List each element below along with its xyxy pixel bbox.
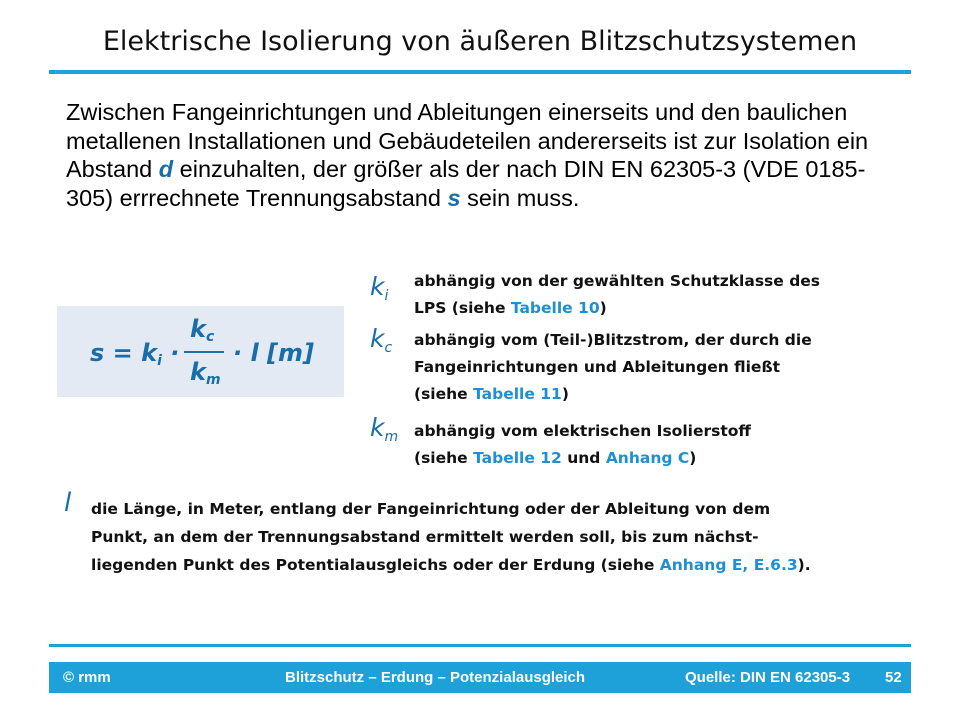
footer-bar	[49, 662, 911, 693]
variable-d: d	[158, 156, 174, 182]
footer-source: Quelle: DIN EN 62305-3	[685, 669, 851, 686]
kc-line-3-post: )	[561, 385, 569, 403]
description-l	[91, 495, 921, 579]
ki-line-2-post: )	[599, 299, 607, 317]
symbol-ki	[370, 272, 388, 304]
formula-lhs-sub: i	[157, 353, 162, 369]
numerator-sub: c	[205, 329, 215, 345]
l-line-3-post: ).	[797, 556, 811, 574]
footer-copyright: © rmm	[63, 669, 111, 686]
symbol-k: k	[370, 324, 385, 353]
footer-divider	[49, 644, 911, 647]
formula-denominator	[190, 358, 221, 388]
l-line-2: Punkt, an dem der Trennungsabstand ermittelt werden soll, bis zum nächst-	[91, 528, 759, 546]
kc-line-2: Fangeinrichtungen und Ableitungen fließt	[414, 358, 781, 376]
intro-text-3: sein muss.	[460, 184, 580, 211]
intro-text-1: Zwischen Fangeinrichtungen und Ableitungen einerseits und den baulichen metallenen Installationen und Gebäudeteilen andererseits ist zur Isolation ein Abstand	[66, 99, 869, 182]
formula-lhs	[90, 339, 179, 369]
ki-line-1: abhängig von der gewählten Schutzklasse des	[414, 272, 821, 290]
ki-line-2	[414, 295, 914, 322]
link-anhang-e[interactable]: Anhang E, E.6.3	[659, 556, 798, 574]
l-line-1: die Länge, in Meter, entlang der Fangeinrichtung oder der Ableitung von dem	[91, 500, 771, 518]
km-line-2-post: )	[689, 449, 697, 467]
numerator-k: k	[190, 315, 206, 343]
symbol-kc	[370, 324, 392, 356]
symbol-l: l	[64, 488, 72, 518]
fraction-line	[184, 351, 224, 353]
symbol-sub: m	[384, 429, 399, 445]
intro-text-2: einzuhalten, der größer als der nach DIN EN 62305-3 (VDE 0185-305) errrechnete Trennungsabstand	[66, 156, 866, 211]
formula-numerator	[190, 315, 214, 345]
description-kc	[414, 327, 914, 408]
link-anhang-c[interactable]: Anhang C	[605, 449, 690, 467]
km-line-2	[414, 445, 914, 472]
description-km	[414, 418, 914, 472]
ki-line-2-pre: LPS (siehe	[414, 299, 511, 317]
footer-page-number: 52	[885, 669, 902, 686]
denominator-sub: m	[205, 372, 221, 388]
km-line-2-pre: (siehe	[414, 449, 474, 467]
link-tabelle-10[interactable]: Tabelle 10	[510, 299, 600, 317]
symbol-k: k	[370, 272, 385, 301]
slide-title: Elektrische Isolierung von äußeren Blitzschutzsystemen	[102, 26, 858, 57]
title-divider	[49, 70, 911, 74]
footer-topic: Blitzschutz – Erdung – Potenzialausgleich	[285, 669, 586, 686]
link-tabelle-12[interactable]: Tabelle 12	[473, 449, 562, 467]
formula-tail: · l [m]	[233, 339, 314, 367]
kc-line-3	[414, 381, 914, 408]
kc-line-3-pre: (siehe	[414, 385, 474, 403]
link-tabelle-11[interactable]: Tabelle 11	[473, 385, 562, 403]
symbol-sub: c	[384, 340, 393, 356]
formula-dot: ·	[161, 339, 180, 367]
symbol-k: k	[370, 413, 385, 442]
km-line-2-mid: und	[561, 449, 606, 467]
denominator-k: k	[190, 358, 206, 386]
km-line-1: abhängig vom elektrischen Isolierstoff	[414, 422, 751, 440]
l-line-3	[91, 551, 921, 579]
variable-s: s	[447, 184, 461, 211]
l-line-3-pre: liegenden Punkt des Potentialausgleichs oder der Erdung (siehe	[91, 556, 660, 574]
symbol-sub: i	[384, 288, 389, 304]
symbol-km	[370, 413, 398, 445]
formula-lhs-text: s = k	[90, 339, 158, 367]
kc-line-1: abhängig vom (Teil-)Blitzstrom, der durch die	[414, 331, 812, 349]
intro-paragraph	[66, 98, 906, 212]
description-ki	[414, 268, 914, 322]
